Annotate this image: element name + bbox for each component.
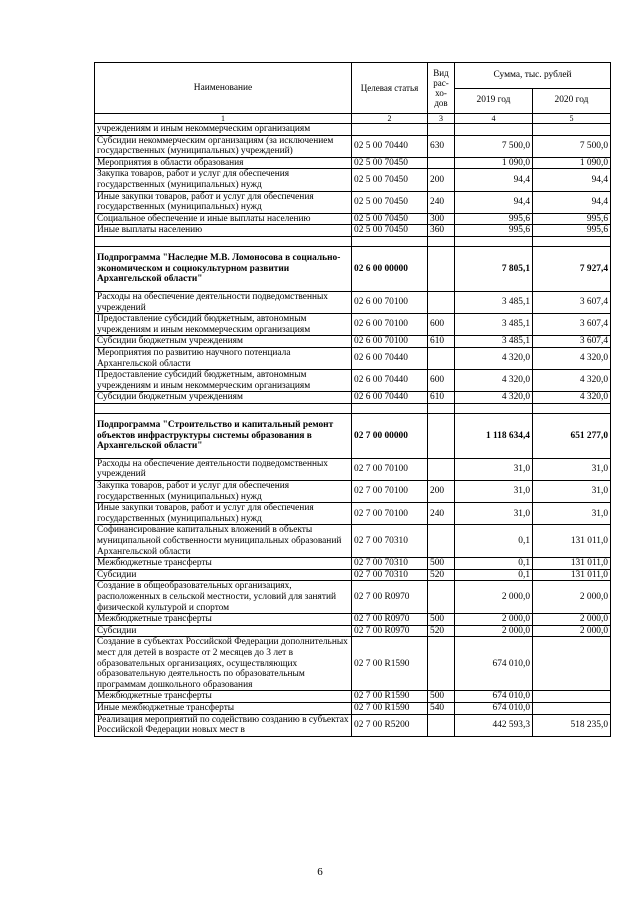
row-sum-2019: 7 500,0 [455, 135, 533, 157]
row-sum-2019: 4 320,0 [455, 347, 533, 369]
row-target-article: 02 5 00 70450 [352, 225, 428, 237]
row-sum-2020: 651 277,0 [533, 413, 611, 458]
table-row [95, 347, 611, 369]
row-sum-2019: 674 010,0 [455, 691, 533, 703]
row-sum-2020 [533, 691, 611, 703]
empty-cell [352, 236, 428, 246]
spacer-row [95, 236, 611, 246]
row-expense-type [428, 291, 455, 313]
row-expense-type: 540 [428, 702, 455, 714]
column-number: 1 [95, 114, 352, 124]
empty-cell [428, 236, 455, 246]
row-target-article: 02 7 00 R1590 [352, 691, 428, 703]
row-expense-type [428, 581, 455, 614]
row-target-article: 02 6 00 00000 [352, 246, 428, 291]
row-name: Иные межбюджетные трансферты [95, 702, 352, 714]
row-sum-2020: 4 320,0 [533, 347, 611, 369]
row-name: Субсидии [95, 569, 352, 581]
row-target-article [352, 124, 428, 136]
row-sum-2019: 1 118 634,4 [455, 413, 533, 458]
row-sum-2019: 995,6 [455, 213, 533, 225]
table-body [95, 124, 611, 737]
row-expense-type: 200 [428, 481, 455, 503]
table-row [95, 392, 611, 404]
row-target-article: 02 7 00 70310 [352, 569, 428, 581]
row-sum-2020: 31,0 [533, 503, 611, 525]
column-number-row [95, 114, 611, 124]
row-target-article: 02 7 00 R0970 [352, 614, 428, 626]
row-expense-type: 500 [428, 691, 455, 703]
table-row [95, 702, 611, 714]
row-name: Закупка товаров, работ и услуг для обеспечения государственных (муниципальных) нужд [95, 481, 352, 503]
header-name: Наименование [95, 63, 352, 114]
table-row [95, 370, 611, 392]
row-name: учреждениям и иным некоммерческим организациям [95, 124, 352, 136]
column-number: 4 [455, 114, 533, 124]
row-name: Создание в общеобразовательных организациях, расположенных в сельской местности, условий для занятий физической культурой и спортом [95, 581, 352, 614]
row-sum-2019: 1 090,0 [455, 157, 533, 169]
row-sum-2019: 31,0 [455, 503, 533, 525]
row-expense-type: 200 [428, 169, 455, 191]
table-row [95, 169, 611, 191]
row-expense-type: 240 [428, 191, 455, 213]
row-sum-2020: 1 090,0 [533, 157, 611, 169]
row-expense-type [428, 458, 455, 480]
row-target-article: 02 6 00 70100 [352, 314, 428, 336]
row-target-article: 02 7 00 R0970 [352, 581, 428, 614]
row-sum-2020: 31,0 [533, 458, 611, 480]
row-name: Иные закупки товаров, работ и услуг для обеспечения государственных (муниципальных) нужд [95, 503, 352, 525]
row-sum-2020: 4 320,0 [533, 392, 611, 404]
row-sum-2020: 94,4 [533, 169, 611, 191]
row-name: Субсидии [95, 625, 352, 637]
row-sum-2019: 442 593,3 [455, 714, 533, 736]
row-sum-2020: 7 927,4 [533, 246, 611, 291]
row-expense-type: 610 [428, 336, 455, 348]
empty-cell [455, 236, 533, 246]
row-name: Подпрограмма "Наследие М.В. Ломоносова в социально-экономическом и социокультурном развитии Архангельской области" [95, 246, 352, 291]
row-name: Мероприятия по развитию научного потенциала Архангельской области [95, 347, 352, 369]
header-expense-type: Вид рас-хо-дов [428, 63, 455, 114]
column-number: 5 [533, 114, 611, 124]
row-sum-2019: 7 805,1 [455, 246, 533, 291]
table-row [95, 213, 611, 225]
row-name: Закупка товаров, работ и услуг для обеспечения государственных (муниципальных) нужд [95, 169, 352, 191]
row-sum-2020: 7 500,0 [533, 135, 611, 157]
row-target-article: 02 5 00 70450 [352, 191, 428, 213]
row-target-article: 02 7 00 70310 [352, 525, 428, 558]
row-sum-2020: 2 000,0 [533, 625, 611, 637]
table-row [95, 569, 611, 581]
row-name: Межбюджетные трансферты [95, 614, 352, 626]
row-sum-2019: 2 000,0 [455, 581, 533, 614]
table-row [95, 581, 611, 614]
row-expense-type [428, 637, 455, 691]
row-sum-2020: 2 000,0 [533, 581, 611, 614]
row-target-article: 02 5 00 70450 [352, 213, 428, 225]
row-target-article: 02 7 00 70100 [352, 458, 428, 480]
row-sum-2020: 131 011,0 [533, 558, 611, 570]
row-expense-type: 520 [428, 569, 455, 581]
row-sum-2020: 518 235,0 [533, 714, 611, 736]
table-row [95, 157, 611, 169]
table-row [95, 124, 611, 136]
row-sum-2019: 2 000,0 [455, 614, 533, 626]
row-name: Расходы на обеспечение деятельности подведомственных учреждений [95, 458, 352, 480]
row-sum-2019: 31,0 [455, 458, 533, 480]
row-target-article: 02 7 00 R0970 [352, 625, 428, 637]
table-row [95, 714, 611, 736]
row-sum-2020 [533, 637, 611, 691]
row-sum-2020: 4 320,0 [533, 370, 611, 392]
row-target-article: 02 7 00 R1590 [352, 702, 428, 714]
row-target-article: 02 7 00 R1590 [352, 637, 428, 691]
row-sum-2019: 2 000,0 [455, 625, 533, 637]
row-target-article: 02 6 00 70440 [352, 370, 428, 392]
row-name: Предоставление субсидий бюджетным, автономным учреждениям и иным некоммерческим организациям [95, 370, 352, 392]
table-row [95, 481, 611, 503]
table-row [95, 135, 611, 157]
empty-cell [352, 403, 428, 413]
row-target-article: 02 7 00 R5200 [352, 714, 428, 736]
row-expense-type: 240 [428, 503, 455, 525]
empty-cell [533, 236, 611, 246]
budget-table [94, 62, 611, 737]
row-expense-type [428, 246, 455, 291]
row-sum-2020: 3 607,4 [533, 314, 611, 336]
row-target-article: 02 5 00 70440 [352, 135, 428, 157]
row-target-article: 02 6 00 70440 [352, 392, 428, 404]
row-name: Мероприятия в области образования [95, 157, 352, 169]
table-row [95, 225, 611, 237]
row-name: Субсидии бюджетным учреждениям [95, 392, 352, 404]
spacer-row [95, 403, 611, 413]
row-expense-type: 300 [428, 213, 455, 225]
column-number: 3 [428, 114, 455, 124]
row-name: Межбюджетные трансферты [95, 558, 352, 570]
row-sum-2019: 94,4 [455, 191, 533, 213]
header-target-article: Целевая статья [352, 63, 428, 114]
table-row [95, 691, 611, 703]
row-expense-type [428, 157, 455, 169]
row-expense-type: 600 [428, 314, 455, 336]
row-expense-type [428, 413, 455, 458]
empty-cell [95, 403, 352, 413]
table-row [95, 625, 611, 637]
row-target-article: 02 7 00 00000 [352, 413, 428, 458]
row-sum-2019: 3 485,1 [455, 291, 533, 313]
table-row [95, 503, 611, 525]
row-sum-2020: 3 607,4 [533, 291, 611, 313]
page-number: 6 [317, 866, 323, 878]
row-sum-2020: 131 011,0 [533, 569, 611, 581]
row-expense-type: 500 [428, 558, 455, 570]
row-expense-type: 520 [428, 625, 455, 637]
row-target-article: 02 5 00 70450 [352, 157, 428, 169]
row-name: Создание в субъектах Российской Федерации дополнительных мест для детей в возрасте от 2 месяцев до 3 лет в образовательных организациях, осуществляющих образовательную деятельность по образовательным программам дошкольного образования [95, 637, 352, 691]
row-expense-type: 610 [428, 392, 455, 404]
row-target-article: 02 6 00 70100 [352, 291, 428, 313]
column-number: 2 [352, 114, 428, 124]
row-sum-2019: 4 320,0 [455, 370, 533, 392]
row-expense-type: 630 [428, 135, 455, 157]
row-sum-2020: 3 607,4 [533, 336, 611, 348]
table-row [95, 291, 611, 313]
row-sum-2019: 0,1 [455, 569, 533, 581]
row-name: Субсидии бюджетным учреждениям [95, 336, 352, 348]
row-sum-2019: 31,0 [455, 481, 533, 503]
subprogram-row [95, 413, 611, 458]
row-name: Иные закупки товаров, работ и услуг для обеспечения государственных (муниципальных) нужд [95, 191, 352, 213]
row-sum-2020: 131 011,0 [533, 525, 611, 558]
empty-cell [428, 403, 455, 413]
row-expense-type: 500 [428, 614, 455, 626]
row-target-article: 02 7 00 70100 [352, 503, 428, 525]
row-expense-type [428, 525, 455, 558]
row-expense-type [428, 124, 455, 136]
row-name: Подпрограмма "Строительство и капитальный ремонт объектов инфраструктуры системы образования в Архангельской области" [95, 413, 352, 458]
row-sum-2020: 31,0 [533, 481, 611, 503]
row-name: Реализация мероприятий по содействию созданию в субъектах Российской Федерации новых мест в [95, 714, 352, 736]
row-expense-type [428, 714, 455, 736]
table-row [95, 614, 611, 626]
row-sum-2019: 674 010,0 [455, 637, 533, 691]
table-row [95, 458, 611, 480]
row-sum-2019: 995,6 [455, 225, 533, 237]
empty-cell [95, 236, 352, 246]
table-row [95, 191, 611, 213]
row-target-article: 02 5 00 70450 [352, 169, 428, 191]
table-row [95, 336, 611, 348]
table-row [95, 558, 611, 570]
row-sum-2019: 94,4 [455, 169, 533, 191]
row-target-article: 02 7 00 70310 [352, 558, 428, 570]
empty-cell [455, 403, 533, 413]
row-sum-2019: 674 010,0 [455, 702, 533, 714]
row-sum-2020: 2 000,0 [533, 614, 611, 626]
row-sum-2019 [455, 124, 533, 136]
row-name: Социальное обеспечение и иные выплаты населению [95, 213, 352, 225]
row-sum-2020: 995,6 [533, 225, 611, 237]
row-target-article: 02 6 00 70100 [352, 336, 428, 348]
table-row [95, 314, 611, 336]
table-row [95, 637, 611, 691]
row-name: Предоставление субсидий бюджетным, автономным учреждениям и иным некоммерческим организациям [95, 314, 352, 336]
row-name: Софинансирование капитальных вложений в объекты муниципальной собственности муниципальных образований Архангельской области [95, 525, 352, 558]
row-target-article: 02 7 00 70100 [352, 481, 428, 503]
row-sum-2019: 4 320,0 [455, 392, 533, 404]
row-target-article: 02 6 00 70440 [352, 347, 428, 369]
row-sum-2020 [533, 124, 611, 136]
row-expense-type [428, 347, 455, 369]
empty-cell [533, 403, 611, 413]
row-sum-2019: 3 485,1 [455, 314, 533, 336]
table-row [95, 525, 611, 558]
row-sum-2020: 995,6 [533, 213, 611, 225]
row-sum-2019: 0,1 [455, 525, 533, 558]
row-name: Субсидии некоммерческим организациям (за исключением государственных (муниципальных) учреждений) [95, 135, 352, 157]
row-name: Иные выплаты населению [95, 225, 352, 237]
header-sum: Сумма, тыс. рублей [455, 63, 611, 89]
header-year-2019: 2019 год [455, 88, 533, 114]
header-year-2020: 2020 год [533, 88, 611, 114]
row-expense-type: 600 [428, 370, 455, 392]
subprogram-row [95, 246, 611, 291]
row-sum-2019: 3 485,1 [455, 336, 533, 348]
row-sum-2020 [533, 702, 611, 714]
row-sum-2020: 94,4 [533, 191, 611, 213]
row-sum-2019: 0,1 [455, 558, 533, 570]
row-expense-type: 360 [428, 225, 455, 237]
row-name: Расходы на обеспечение деятельности подведомственных учреждений [95, 291, 352, 313]
row-name: Межбюджетные трансферты [95, 691, 352, 703]
